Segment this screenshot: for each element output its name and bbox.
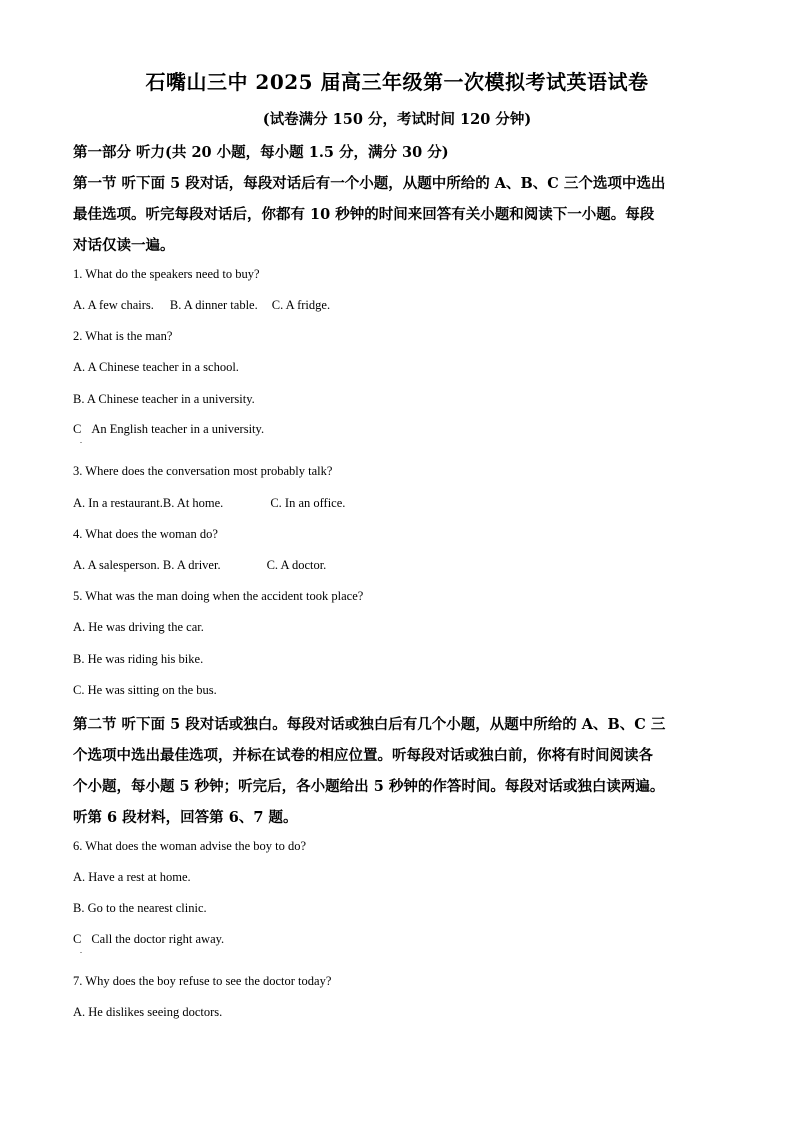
question-5-option-a: A. He was driving the car. — [73, 620, 204, 634]
page-subtitle: (试卷满分 150 分，考试时间 120 分钟) — [262, 111, 532, 128]
question-2-option-c-letter: C — [73, 422, 82, 436]
question-6-stem: 6. What does the woman advise the boy to do? — [73, 839, 307, 853]
question-2-option-a: A. A Chinese teacher in a school. — [73, 360, 239, 374]
question-6-option-c — [73, 932, 224, 947]
section2-instruction-line-4: 听第 6 段材料，回答第 6、7 题。 — [73, 809, 298, 826]
question-1-option-b: B. A dinner table. — [169, 298, 258, 312]
question-2-option-c-text: An English teacher in a university. — [91, 422, 265, 436]
question-1-stem: 1. What do the speakers need to buy? — [73, 267, 260, 281]
question-4-stem: 4. What does the woman do? — [73, 527, 218, 541]
question-3-option-c: C. In an office. — [270, 496, 346, 510]
question-4-options — [73, 558, 326, 573]
question-4-option-c: C. A doctor. — [266, 558, 327, 572]
section1-instruction-line-3: 对话仅读一遍。 — [73, 237, 175, 254]
question-3-options — [73, 496, 345, 511]
question-2-option-c — [73, 422, 264, 437]
question-5-stem: 5. What was the man doing when the accident took place? — [73, 589, 364, 603]
question-3-stem: 3. Where does the conversation most probably talk? — [73, 464, 333, 478]
question-6-option-b: B. Go to the nearest clinic. — [73, 901, 207, 915]
page-title: 石嘴山三中 2025 届高三年级第一次模拟考试英语试卷 — [145, 70, 649, 94]
question-6-option-c-text: Call the doctor right away. — [91, 932, 225, 946]
section1-instruction-line-2: 最佳选项。听完每段对话后，你都有 10 秒钟的时间来回答有关小题和阅读下一小题。每段 — [73, 206, 655, 223]
question-7-stem: 7. Why does the boy refuse to see the doctor today? — [73, 974, 332, 988]
question-3-option-ab: A. In a restaurant.B. At home. — [73, 496, 224, 510]
question-6-option-c-letter: C — [73, 932, 82, 946]
period-mark: . — [80, 436, 82, 445]
question-6-option-a: A. Have a rest at home. — [73, 870, 191, 884]
question-5-option-b: B. He was riding his bike. — [73, 652, 204, 666]
question-7-option-a: A. He dislikes seeing doctors. — [73, 1005, 223, 1019]
section2-instruction-line-1: 第二节 听下面 5 段对话或独白。每段对话或独白后有几个小题，从题中所给的 A、B、C 三 — [73, 716, 666, 733]
period-mark: . — [80, 946, 82, 955]
section2-instruction-line-2: 个选项中选出最佳选项，并标在试卷的相应位置。听每段对话或独白前，你将有时间阅读各 — [73, 747, 653, 764]
question-1-option-c: C. A fridge. — [271, 298, 331, 312]
question-2-stem: 2. What is the man? — [73, 329, 173, 343]
question-2-option-b: B. A Chinese teacher in a university. — [73, 392, 255, 406]
question-5-option-c: C. He was sitting on the bus. — [73, 683, 217, 697]
section2-instruction-line-3: 个小题，每小题 5 秒钟；听完后，各小题给出 5 秒钟的作答时间。每段对话或独白读两遍。 — [73, 778, 665, 795]
part1-heading: 第一部分 听力(共 20 小题，每小题 1.5 分，满分 30 分) — [73, 144, 449, 161]
question-1-options — [73, 298, 330, 313]
section1-instruction-line-1: 第一节 听下面 5 段对话，每段对话后有一个小题，从题中所给的 A、B、C 三个选项中选出 — [73, 175, 666, 192]
question-4-option-ab: A. A salesperson. B. A driver. — [73, 558, 221, 572]
question-1-option-a: A. A few chairs. — [73, 298, 154, 312]
